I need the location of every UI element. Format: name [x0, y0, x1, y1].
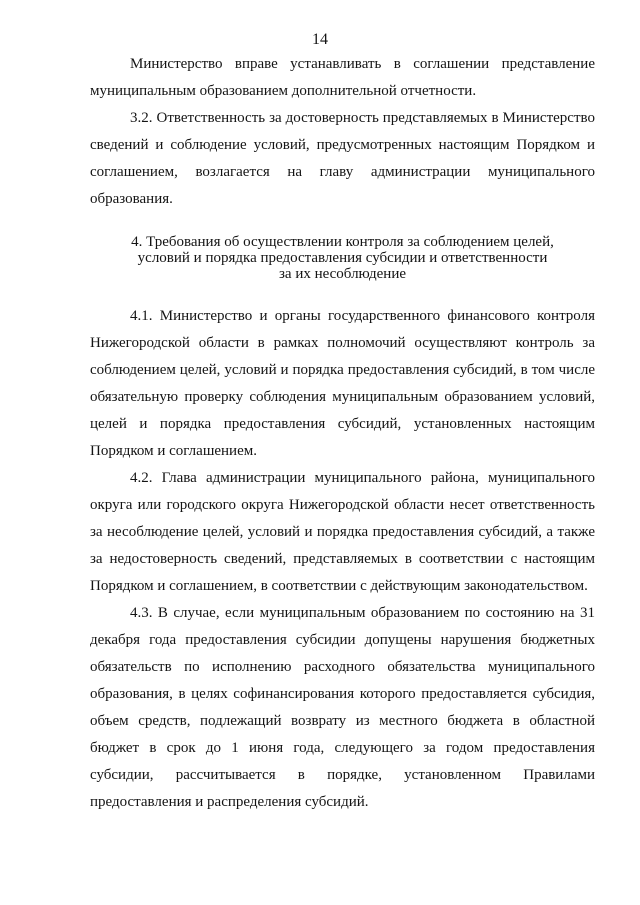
paragraph-4-3: 4.3. В случае, если муниципальным образованием по состоянию на 31 декабря года предоставления субсидии допущены нарушения бюджетных обязательств по исполнению расходного обязательства муниципального образования, в целях софинансирования которого предоставляется субсидия, объем средств, подлежащий возврату из местного бюджета в областной бюджет в срок до 1 июня года, следующего за годом предоставления субсидии, рассчитывается в порядке, установленном Правилами предоставления и распределения субсидий. — [90, 605, 595, 810]
paragraph-4-1: 4.1. Министерство и органы государственного финансового контроля Нижегородской области в рамках полномочий осуществляют контроль за соблюдением целей, условий и порядка предоставления субсидий, в том числе обязательную проверку соблюдения муниципальным образованием условий, целей и порядка предоставления субсидий, установленных настоящим Порядком и соглашением. — [90, 308, 595, 459]
section-heading-line-3: за их несоблюдение — [278, 266, 407, 282]
page-number: 14 — [312, 31, 328, 48]
paragraph-additional-reporting: Министерство вправе устанавливать в соглашении представление муниципальным образованием дополнительной отчетности. — [90, 56, 595, 99]
document-body — [90, 51, 595, 816]
section-heading-line-1: 4. Требования об осуществлении контроля за соблюдением целей, — [131, 234, 554, 250]
section-heading-line-2: условий и порядка предоставления субсидии и ответственности — [137, 250, 548, 266]
paragraph-3-2: 3.2. Ответственность за достоверность представляемых в Министерство сведений и соблюдение условий, предусмотренных настоящим Порядком и соглашением, возлагается на главу администрации муниципального образования. — [90, 110, 595, 207]
section-heading — [90, 234, 595, 282]
paragraph-4-2: 4.2. Глава администрации муниципального района, муниципального округа или городского округа Нижегородской области несет ответственность за несоблюдение целей, условий и порядка предоставления субсидий, а также за недостоверность сведений, представляемых в соответствии с настоящим Порядком и соглашением, в соответствии с действующим законодательством. — [90, 470, 595, 594]
